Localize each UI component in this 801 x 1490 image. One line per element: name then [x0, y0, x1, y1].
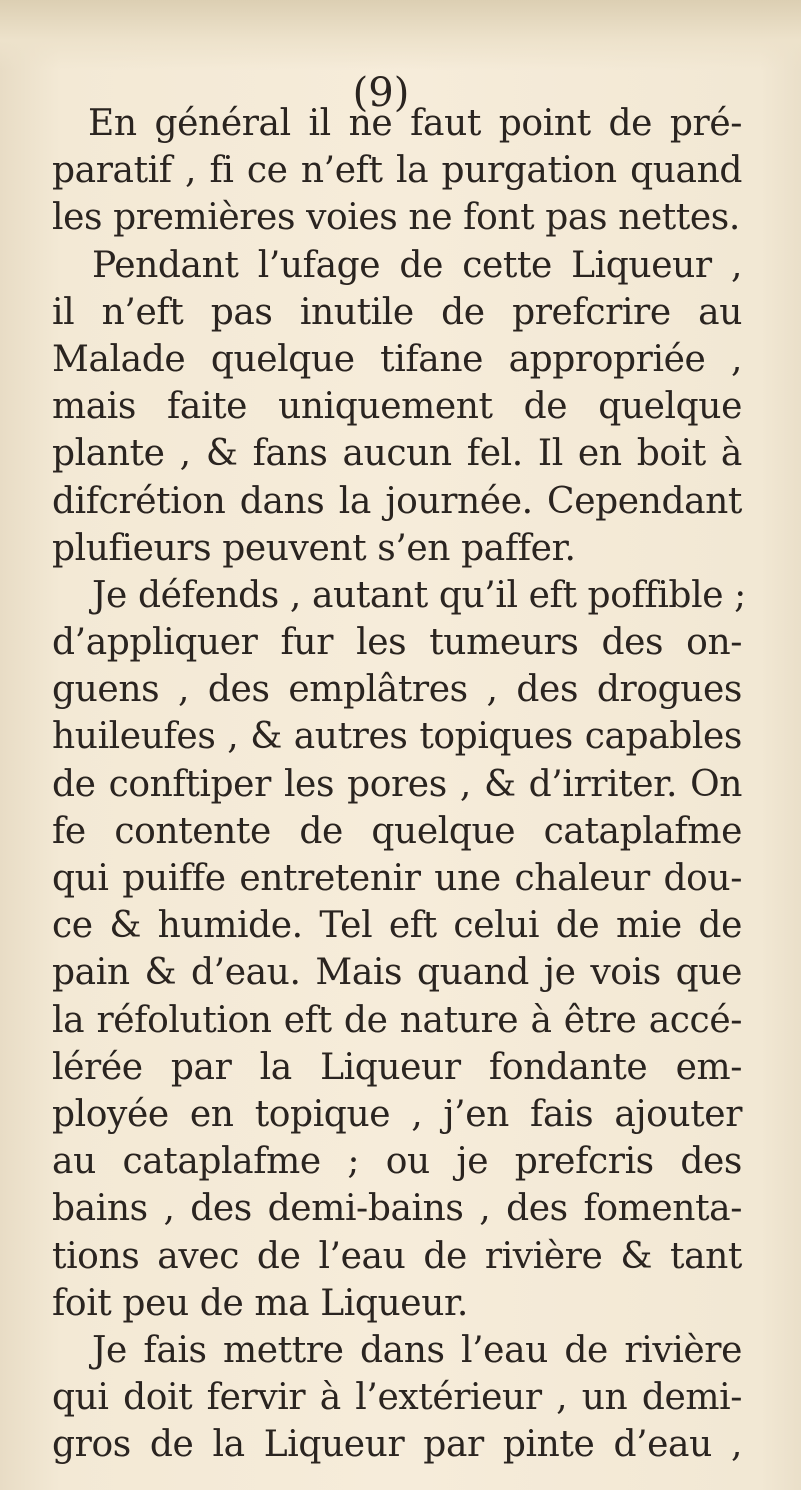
text-line: Je défends , autant qu’il eft poffible ;	[92, 574, 746, 616]
text-line: d’appliquer fur les tumeurs des on-	[52, 622, 742, 664]
text-line: foit peu de ma Liqueur.	[52, 1282, 468, 1324]
text-line: huileufes , & autres topiques capables	[52, 716, 742, 758]
text-line: au cataplafme ; ou je prefcris des	[52, 1141, 742, 1183]
text-line: Malade quelque tifane appropriée ,	[52, 338, 742, 380]
text-line: les premières voies ne font pas nettes.	[52, 197, 740, 239]
text-line: En général il ne faut point de pré-	[88, 103, 742, 144]
text-line: qui puiffe entretenir une chaleur dou-	[52, 858, 742, 899]
text-line: difcrétion dans la journée. Cependant	[52, 480, 742, 522]
page-text	[52, 100, 746, 1468]
text-line: pain & d’eau. Mais quand je vois que	[52, 952, 742, 994]
text-line: mais faite uniquement de quelque	[52, 386, 742, 428]
text-line: la réfolution eft de nature à être accé-	[52, 999, 742, 1041]
text-line: ployée en topique , j’en fais ajouter	[52, 1093, 742, 1135]
text-line: il n’eft pas inutile de prefcrire au	[52, 291, 742, 333]
text-line: plante , & fans aucun fel. Il en boit à	[52, 433, 742, 475]
text-line: ce & humide. Tel eft celui de mie de	[52, 905, 742, 947]
text-line: tions avec de l’eau de rivière & tant	[52, 1235, 742, 1277]
text-line: Pendant l’ufage de cette Liqueur ,	[92, 244, 742, 286]
text-line: fe contente de quelque cataplafme	[52, 810, 742, 852]
text-line: lérée par la Liqueur fondante em-	[52, 1046, 742, 1088]
page-top-edge	[0, 0, 801, 70]
page-number: (9)	[352, 70, 410, 116]
text-line: plufieurs peuvent s’en paffer.	[52, 527, 576, 569]
text-line: qui doit fervir à l’extérieur , un demi-	[52, 1377, 742, 1419]
text-line: de conftiper les pores , & d’irriter. On	[52, 763, 742, 805]
text-line: bains , des demi-bains , des fomenta-	[52, 1188, 742, 1230]
text-line: guens , des emplâtres , des drogues	[52, 669, 742, 711]
text-line: Je fais mettre dans l’eau de rivière	[92, 1329, 742, 1371]
text-line: paratif , fi ce n’eft la purgation quand	[52, 150, 742, 192]
text-line: gros de la Liqueur par pinte d’eau ,	[52, 1424, 742, 1466]
